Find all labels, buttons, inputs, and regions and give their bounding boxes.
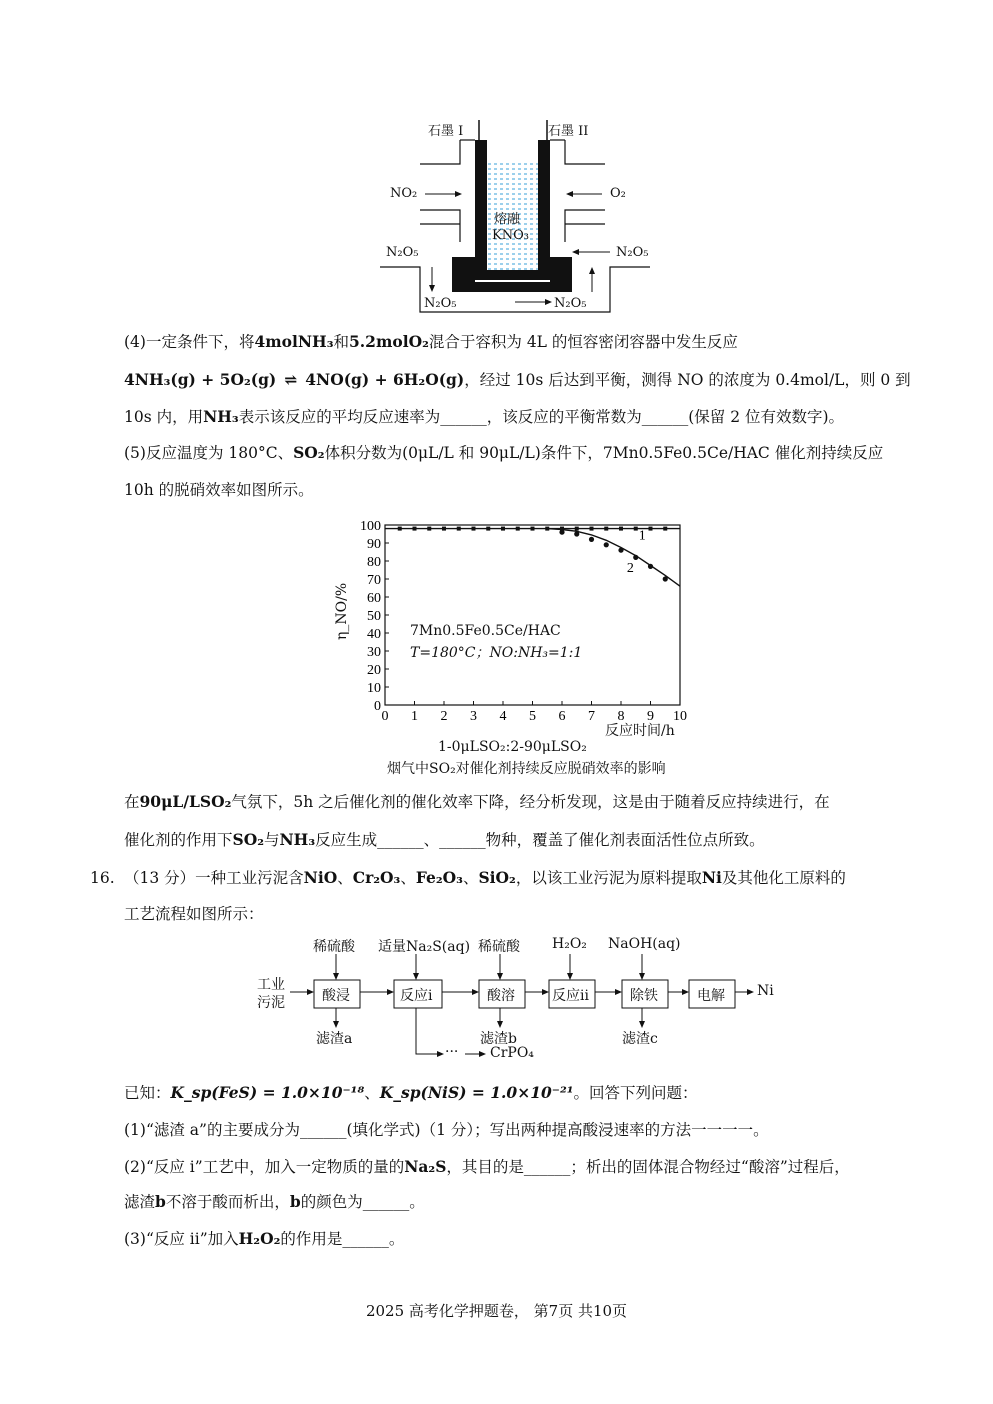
q4-text: 和 bbox=[333, 333, 349, 351]
series-1-point bbox=[457, 527, 461, 531]
flow-residue-a: 滤渣a bbox=[316, 1031, 353, 1047]
q4-o2-amount: 5.2molO₂ bbox=[349, 332, 429, 351]
q16-line-2: 工艺流程如图所示： bbox=[124, 905, 264, 923]
flow-step-reaction-ii: 反应ii bbox=[552, 988, 589, 1004]
known-text: 。回答下列问题： bbox=[573, 1084, 698, 1102]
series-1-point bbox=[604, 527, 608, 531]
q16-text: 、 bbox=[337, 869, 353, 887]
x-tick-label: 6 bbox=[558, 709, 566, 724]
electrolysis-cell-drawing bbox=[380, 112, 670, 322]
flow-output-ni: Ni bbox=[757, 983, 774, 999]
denitration-chart bbox=[330, 510, 710, 780]
q5-text: 体积分数为(0μL/L 和 90μL/L)条件下，7Mn0.5Fe0.5Ce/HAC 催化剂持续反应 bbox=[324, 444, 884, 462]
flow-residue-b: 滤渣b bbox=[480, 1031, 517, 1047]
series-1-point bbox=[634, 527, 638, 531]
series-1-point bbox=[590, 527, 594, 531]
q16-sub-2-line-1 bbox=[124, 1155, 850, 1179]
flow-input-line2: 污泥 bbox=[257, 995, 285, 1011]
series-1-label: 1 bbox=[638, 528, 646, 544]
y-tick-label: 10 bbox=[367, 681, 381, 696]
flow-step-acid-leach: 酸浸 bbox=[322, 988, 350, 1004]
graphite-1-label: 石墨 I bbox=[428, 124, 464, 139]
series-2-point bbox=[663, 576, 668, 581]
q16-cr2o3: Cr₂O₃ bbox=[352, 868, 401, 887]
y-tick-label: 20 bbox=[367, 663, 381, 678]
series-2-point bbox=[574, 531, 579, 536]
chart-xlabel: 反应时间/h bbox=[605, 723, 675, 739]
y-tick-label: 100 bbox=[360, 519, 381, 534]
y-tick-label: 40 bbox=[367, 627, 381, 642]
known-text: 、 bbox=[364, 1084, 380, 1102]
q4-nh3: NH₃ bbox=[203, 407, 239, 426]
series-2-point bbox=[618, 548, 623, 553]
known-text: 已知： bbox=[124, 1084, 171, 1102]
q5b-so2-conc: 90μL/LSO₂ bbox=[139, 792, 232, 811]
process-flow-diagram bbox=[250, 932, 790, 1067]
q3-text: (3)“反应 ii”加入 bbox=[124, 1230, 239, 1248]
q5b-text: 催化剂的作用下 bbox=[124, 831, 233, 849]
q2-na2s: Na₂S bbox=[404, 1157, 447, 1176]
flow-input-line1: 工业 bbox=[257, 977, 285, 993]
q5-text: (5)反应温度为 180°C、 bbox=[124, 444, 294, 462]
q16-text: ，以该工业污泥为原料提取 bbox=[515, 869, 702, 887]
q4-equilibrium-symbol: ⇌ bbox=[284, 370, 298, 389]
q4-equation-right: 4NO(g) + 6H₂O(g) bbox=[305, 370, 465, 389]
q2-text: (2)“反应 i”工艺中，加入一定物质的量的 bbox=[124, 1158, 405, 1176]
q5-line-2: 10h 的脱硝效率如图所示。 bbox=[124, 481, 314, 499]
q4-line-3 bbox=[124, 405, 844, 429]
chart-ylabel: η_NO/% bbox=[334, 582, 350, 640]
flow-reagent-na2s: 适量Na₂S(aq) bbox=[378, 939, 471, 955]
q4-text: 表示该反应的平均反应速率为______，该反应的平衡常数为______(保留 2 位有效数字)。 bbox=[238, 408, 845, 426]
y-tick-label: 60 bbox=[367, 591, 381, 606]
x-tick-label: 7 bbox=[588, 709, 595, 724]
q4-text: 混合于容积为 4L 的恒容密闭容器中发生反应 bbox=[428, 333, 738, 351]
series-2-label: 2 bbox=[626, 560, 634, 576]
x-tick-label: 2 bbox=[440, 709, 448, 724]
y-tick-label: 90 bbox=[367, 537, 381, 552]
x-tick-label: 0 bbox=[381, 709, 389, 724]
q5b-line-1 bbox=[124, 790, 830, 814]
q5-so2: SO₂ bbox=[293, 443, 325, 462]
kno3-label: KNO₃ bbox=[492, 228, 529, 243]
series-2-point bbox=[604, 542, 609, 547]
q16-text: 、 bbox=[400, 869, 416, 887]
flow-reagent-naoh: NaOH(aq) bbox=[608, 936, 681, 952]
series-1-point bbox=[649, 527, 653, 531]
q5b-text: 与 bbox=[264, 831, 280, 849]
graphite-2-label: 石墨 II bbox=[548, 124, 589, 139]
series-2-point bbox=[589, 537, 594, 542]
series-2-point bbox=[633, 555, 638, 560]
q16-text: （13 分）一种工业污泥含 bbox=[124, 869, 304, 887]
chart-caption: 烟气中SO₂对催化剂持续反应脱硝效率的影响 bbox=[387, 761, 666, 777]
q5b-text: 气氛下，5h 之后催化剂的催化效率下降，经分析发现，这是由于随着反应持续进行，在 bbox=[231, 793, 830, 811]
electrolysis-diagram bbox=[380, 112, 670, 322]
q16-ni: Ni bbox=[701, 868, 722, 887]
y-tick-label: 50 bbox=[367, 609, 381, 624]
series-2-point bbox=[559, 530, 564, 535]
series-1-point bbox=[619, 527, 623, 531]
series-1-point bbox=[398, 527, 402, 531]
q4-line-2 bbox=[124, 368, 911, 392]
flow-reagent-dilute-h2so4-2: 稀硫酸 bbox=[478, 939, 520, 955]
melt-label: 熔融 bbox=[494, 212, 521, 227]
q3-text: 的作用是______。 bbox=[280, 1230, 405, 1248]
series-1-point bbox=[531, 527, 535, 531]
series-1-point bbox=[501, 527, 505, 531]
x-tick-label: 4 bbox=[499, 709, 507, 724]
ksp-fes: K_sp(FeS) = 1.0×10⁻¹⁸ bbox=[170, 1083, 365, 1102]
q4-nh3-amount: 4molNH₃ bbox=[254, 332, 334, 351]
q16-fe2o3: Fe₂O₃ bbox=[415, 868, 463, 887]
flow-reagent-h2o2: H₂O₂ bbox=[552, 936, 587, 952]
n2o5-upper-right-label: N₂O₅ bbox=[616, 245, 649, 260]
x-tick-label: 8 bbox=[617, 709, 625, 724]
y-tick-label: 70 bbox=[367, 573, 381, 588]
y-tick-label: 0 bbox=[374, 699, 381, 714]
series-1-point bbox=[427, 527, 431, 531]
flow-step-electrolysis: 电解 bbox=[697, 988, 725, 1004]
chart-legend: 1-0μLSO₂:2-90μLSO₂ bbox=[438, 739, 587, 755]
no2-label: NO₂ bbox=[390, 186, 418, 201]
n2o5-upper-left-label: N₂O₅ bbox=[386, 245, 419, 260]
ksp-nis: K_sp(NiS) = 1.0×10⁻²¹ bbox=[379, 1083, 574, 1102]
y-tick-label: 30 bbox=[367, 645, 381, 660]
q3-h2o2: H₂O₂ bbox=[238, 1229, 281, 1248]
flow-step-remove-iron: 除铁 bbox=[630, 988, 658, 1004]
flow-step-acid-dissolve: 酸溶 bbox=[487, 988, 515, 1004]
series-2-line bbox=[547, 529, 680, 587]
q5b-so2: SO₂ bbox=[232, 830, 264, 849]
chart-annotation-catalyst: 7Mn0.5Fe0.5Ce/HAC bbox=[410, 623, 561, 639]
series-1-point bbox=[472, 527, 476, 531]
y-tick-label: 80 bbox=[367, 555, 381, 570]
q2-text: 不溶于酸而析出， bbox=[165, 1193, 290, 1211]
series-2-point bbox=[648, 564, 653, 569]
q5b-line-2 bbox=[124, 828, 765, 852]
q16-text: 及其他化工原料的 bbox=[721, 869, 846, 887]
q5b-text: 在 bbox=[124, 793, 140, 811]
flow-residue-c: 滤渣c bbox=[622, 1031, 658, 1047]
q5b-nh3: NH₃ bbox=[279, 830, 316, 849]
q16-sio2: SiO₂ bbox=[478, 868, 516, 887]
q2-b: b bbox=[289, 1192, 301, 1211]
q16-nio: NiO bbox=[303, 868, 338, 887]
flow-side-ellipsis: ··· bbox=[445, 1044, 459, 1060]
known-line bbox=[124, 1081, 698, 1105]
q16-text: 、 bbox=[462, 869, 479, 887]
flow-step-reaction-i: 反应i bbox=[400, 988, 433, 1004]
q4-line-1 bbox=[124, 330, 738, 354]
q5b-text: 反应生成______、______物种，覆盖了催化剂表面活性位点所致。 bbox=[315, 831, 765, 849]
x-tick-label: 10 bbox=[673, 709, 687, 724]
q2-text: 的颜色为______。 bbox=[300, 1193, 425, 1211]
page-footer: 2025 高考化学押题卷， 第7页 共10页 bbox=[365, 1302, 628, 1320]
q16-sub-2-line-2 bbox=[124, 1190, 425, 1214]
q4-equation-left: 4NH₃(g) + 5O₂(g) bbox=[124, 370, 277, 389]
q16-number: 16. bbox=[90, 869, 115, 887]
series-1-point bbox=[516, 527, 520, 531]
q2-b: b bbox=[155, 1192, 166, 1211]
q2-text: 滤渣 bbox=[124, 1193, 156, 1211]
chart-plot-frame bbox=[385, 525, 680, 705]
series-1-point bbox=[486, 527, 490, 531]
q4-text: (4)一定条件下，将 bbox=[124, 333, 255, 351]
flow-side-output-crpo4: CrPO₄ bbox=[490, 1045, 534, 1061]
q16-line-1 bbox=[124, 866, 846, 890]
n2o5-bottom-left-label: N₂O₅ bbox=[424, 296, 457, 311]
series-1-point bbox=[442, 527, 446, 531]
series-1-point bbox=[575, 527, 579, 531]
series-1-point bbox=[413, 527, 417, 531]
n2o5-bottom-right-label: N₂O₅ bbox=[554, 296, 587, 311]
q2-text: ，其目的是______；析出的固体混合物经过“酸溶”过程后， bbox=[446, 1158, 850, 1176]
q5-line-1 bbox=[124, 441, 883, 465]
chart-annotation-conditions: T=180°C；NO:NH₃=1:1 bbox=[410, 645, 583, 661]
x-tick-label: 9 bbox=[647, 709, 654, 724]
q16-sub-3 bbox=[124, 1227, 404, 1251]
q4-text: 10s 内，用 bbox=[124, 408, 204, 426]
x-tick-label: 3 bbox=[470, 709, 477, 724]
x-tick-label: 5 bbox=[529, 709, 536, 724]
o2-label: O₂ bbox=[610, 186, 626, 201]
flow-reagent-dilute-h2so4-1: 稀硫酸 bbox=[313, 939, 355, 955]
q16-sub-1: (1)“滤渣 a”的主要成分为______(填化学式)（1 分）；写出两种提高酸浸速率的方法一一一一。 bbox=[124, 1121, 769, 1139]
q4-text: ，经过 10s 后达到平衡，测得 NO 的浓度为 0.4mol/L，则 0 到 bbox=[464, 371, 911, 389]
series-1-point bbox=[663, 527, 667, 531]
x-tick-label: 1 bbox=[411, 709, 418, 724]
